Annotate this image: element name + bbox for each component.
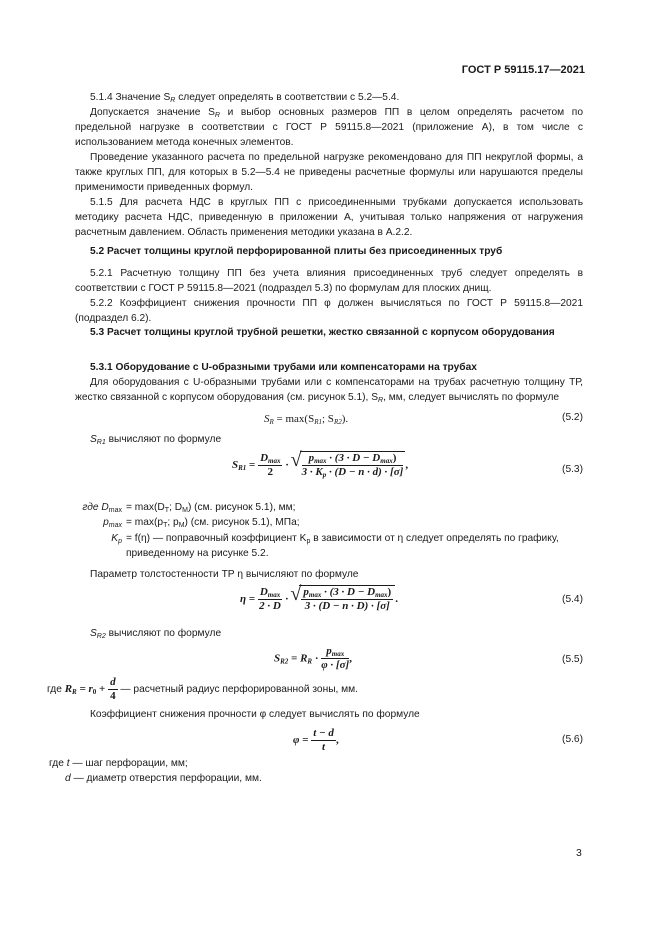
symbol: S: [90, 434, 97, 445]
sr1-intro: [75, 433, 583, 448]
text: и выбор основных размеров ПП в целом определять расчетом по предельной нагрузке в соответствии с ГОСТ Р 59115.8—2021 (приложение А), в том числе с использованием метода конечных элементов.: [75, 107, 583, 149]
text: — шаг перфорации, мм;: [69, 758, 188, 769]
formula-5-5: [274, 645, 352, 673]
definition-key: [47, 516, 126, 531]
text: +: [96, 683, 109, 696]
document-id-header: ГОСТ Р 59115.17—2021: [461, 64, 585, 76]
fraction: [302, 452, 404, 480]
symbol: p: [326, 645, 332, 657]
subscript: R1: [96, 439, 106, 446]
symbol: S: [90, 628, 97, 639]
fraction: [311, 727, 336, 754]
text: где: [49, 758, 67, 769]
symbol: S: [232, 458, 239, 471]
text: вычисляют по формуле: [105, 628, 222, 639]
text: ; S: [322, 413, 334, 425]
numerator: d: [108, 676, 118, 690]
subscript: max: [267, 590, 281, 599]
text: 3 · K: [301, 466, 323, 479]
text: · (D − n · d) · [σ]: [326, 466, 404, 479]
text: ·: [312, 652, 322, 665]
fraction: [258, 586, 282, 614]
text: , мм, следует вычислять по формуле: [383, 391, 560, 403]
subscript: max: [380, 457, 393, 465]
definition-row: [49, 757, 589, 772]
text: в зависимости от η следует определять по графику, приведенному на рисунке 5.2.: [126, 532, 559, 559]
subscript: T: [163, 522, 168, 530]
subscript: R: [170, 97, 176, 104]
text: · (3 · D − D: [326, 452, 381, 464]
sr2-intro: [75, 627, 583, 642]
text: = max(p: [126, 517, 164, 529]
definition-row: [47, 532, 587, 562]
section-5-3-1-title: 5.3.1 Оборудование с U-образными трубами или компенсаторами на трубах: [90, 362, 477, 373]
text: где: [47, 684, 65, 696]
text: ): [387, 586, 392, 598]
definition-value: [126, 516, 587, 531]
rr-definition: [47, 676, 587, 703]
subscript: R: [214, 112, 220, 119]
text: где D: [82, 502, 109, 513]
formula-5-4: [240, 585, 398, 614]
subscript: max: [308, 591, 322, 599]
formula-5-6: [293, 727, 339, 754]
formula-number-5-2: (5.2): [562, 412, 583, 423]
text: ; p: [167, 517, 179, 529]
paragraph-5-2-1: 5.2.1 Расчетную толщину ПП без учета влияния присоединенных труб следует определять в соответствии с ГОСТ Р 59115.8—2021 (подраздел 5.3) по формулам для плоских днищ.: [75, 268, 583, 294]
eta-intro: Параметр толстостенности ТР η вычисляют по формуле: [90, 569, 359, 580]
section-5-3-title: 5.3 Расчет толщины круглой трубной решетки, жестко связанной с корпусом оборудования: [90, 327, 555, 338]
subscript: R: [307, 657, 313, 666]
text: ) (см. рисунок 5.1), МПа;: [184, 517, 300, 529]
subscript: R: [269, 418, 274, 426]
text: — диаметр отверстия перфорации, мм.: [70, 772, 262, 784]
subscript: max: [268, 456, 281, 465]
symbol: S: [274, 652, 281, 665]
denominator: φ · [σ]: [321, 659, 350, 672]
definition-key: [47, 501, 126, 516]
subscript: R2: [333, 418, 342, 426]
definition-value: [126, 501, 587, 516]
subscript: max: [331, 650, 345, 658]
denominator: 2: [267, 465, 274, 478]
symbol: R: [64, 683, 73, 696]
subscript: p: [322, 471, 327, 480]
text: — расчетный радиус перфорированной зоны, мм.: [117, 684, 359, 696]
text: ): [392, 452, 397, 464]
definition-row: [47, 516, 587, 531]
text: =: [246, 458, 259, 471]
formula-number-5-4: (5.4): [562, 594, 583, 605]
subscript: R2: [280, 657, 289, 666]
subscript: T: [164, 507, 170, 514]
phi-intro: Коэффициент снижения прочности φ следует вычислять по формуле: [90, 709, 420, 720]
symbol: p: [308, 452, 315, 464]
formula-5-2: [264, 411, 348, 427]
subscript: M: [178, 522, 185, 530]
subscript: R: [72, 688, 77, 697]
text: K: [111, 532, 119, 544]
paragraph-5-1-4-allowance: [75, 106, 583, 151]
text: = r: [76, 683, 93, 696]
text: 5.1.4 Значение S: [90, 92, 171, 103]
text: .: [395, 592, 398, 605]
subscript: R1: [238, 463, 247, 472]
sqrt: [299, 585, 395, 614]
text: p: [103, 517, 109, 529]
subscript: p: [118, 537, 122, 545]
text: следует определять в соответствии с 5.2—5.4.: [175, 92, 400, 103]
subscript: p: [306, 537, 311, 545]
denominator: 2 · D: [259, 599, 281, 612]
text: ·: [282, 458, 292, 471]
definition-key: [47, 532, 126, 562]
fraction: [301, 586, 393, 614]
text: φ =: [293, 734, 312, 747]
text: ; D: [169, 502, 183, 513]
paragraph-5-3-1: [75, 376, 583, 406]
section-5-2-title: 5.2 Расчет толщины круглой перфорированной плиты без присоединенных труб: [90, 246, 503, 257]
symbol: d: [65, 772, 71, 784]
definition-row: [49, 772, 589, 787]
symbol: S: [264, 413, 270, 425]
text: ,: [405, 458, 409, 471]
text: = f(η) — поправочный коэффициент K: [126, 532, 307, 544]
subscript: max: [314, 457, 327, 465]
text: Для оборудования с U-образными трубами или с компенсаторами на трубах расчетную толщину ТР, жестко связанной с корпусом оборудования (см. рисунок 5.1), S: [75, 377, 583, 403]
paragraph-5-2-2: 5.2.2 Коэффициент снижения прочности ПП φ должен вычисляться по ГОСТ Р 59115.8—2021 (подраздел 6.2).: [75, 298, 583, 324]
subscript: max: [108, 507, 122, 514]
text: Допускается значение S: [90, 107, 215, 118]
text: η =: [240, 592, 258, 605]
fraction: [321, 645, 349, 673]
denominator: 4: [110, 690, 116, 703]
definition-value: [126, 532, 587, 562]
rr-formula: [64, 676, 118, 703]
paragraph-5-1-4-recommendation: Проведение указанного расчета по предельной нагрузке рекомендовано для ПП некруглой формы, а также круглых ПП, для которых в 5.2—5.4 не приведены расчетные формулы или нарушаются пределы применимости приведенных формул.: [75, 152, 583, 193]
denominator: t: [322, 741, 326, 754]
fraction: [258, 452, 282, 480]
text: · (3 · D − D: [321, 586, 376, 598]
text: = max(S: [273, 413, 315, 425]
paragraph-5-1-4: [75, 91, 583, 106]
subscript: R: [378, 396, 384, 404]
formula-5-3: [232, 451, 408, 480]
denominator: 3 · (D − n · D) · [σ]: [304, 600, 390, 613]
definitions-list: [47, 501, 587, 562]
paragraph-5-1-5: 5.1.5 Для расчета НДС в круглых ПП с присоединенными трубками допускается использовать методику расчета НДС, приведенную в приложении А, учитывая только напряжения от нагружения расчетным давлением. Область применения методики указана в А.2.2.: [75, 197, 583, 238]
fraction: [108, 676, 118, 703]
text: вычисляют по формуле: [105, 434, 222, 445]
perforation-definitions: [49, 757, 589, 787]
subscript: max: [108, 522, 122, 530]
text: = max(D: [126, 502, 165, 513]
symbol: D: [259, 585, 268, 598]
text: ) (см. рисунок 5.1), мм;: [187, 502, 296, 513]
numerator: t − d: [311, 727, 336, 741]
subscript: M: [182, 507, 188, 514]
symbol: p: [303, 586, 309, 598]
symbol: D: [260, 451, 269, 464]
text: = R: [288, 652, 308, 665]
definition-row: [47, 501, 587, 516]
page-number: 3: [576, 847, 582, 859]
text: ).: [341, 413, 349, 425]
subscript: 0: [92, 688, 97, 697]
subscript: R1: [314, 418, 322, 426]
formula-number-5-5: (5.5): [562, 654, 583, 665]
symbol: t: [66, 758, 70, 769]
text: ,: [335, 734, 339, 747]
subscript: R2: [96, 633, 106, 640]
sqrt: [300, 451, 409, 480]
formula-number-5-6: (5.6): [562, 734, 583, 745]
subscript: max: [375, 591, 388, 599]
text: ·: [282, 592, 292, 605]
text: ,: [349, 652, 352, 665]
formula-number-5-3: (5.3): [562, 464, 583, 475]
